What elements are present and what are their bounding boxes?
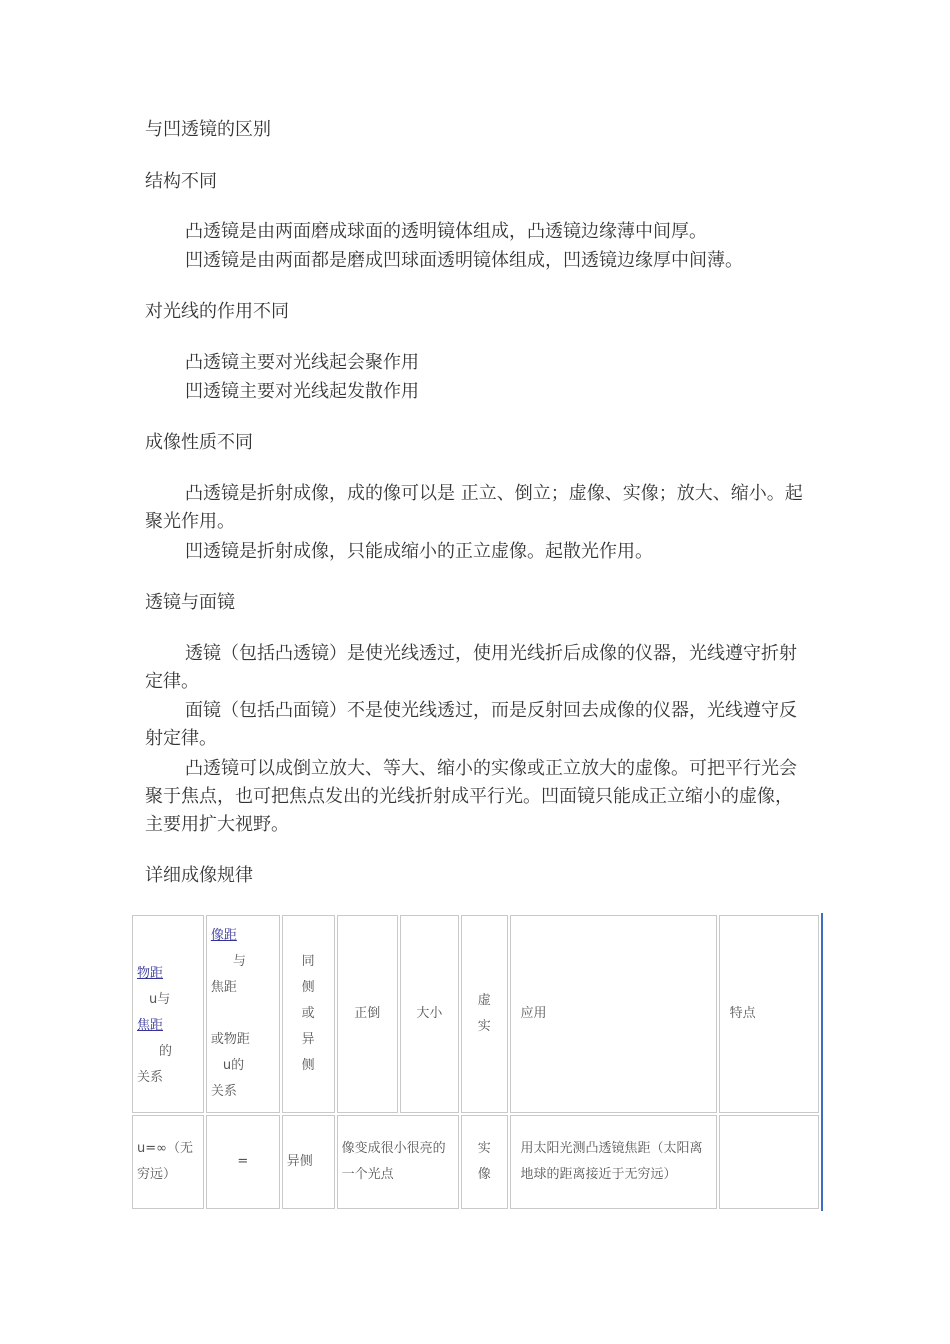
cell-side: 异侧 — [282, 1115, 335, 1209]
header-text: 与 — [232, 954, 246, 969]
section-title-structure: 结构不同 — [145, 171, 217, 192]
cell-text: 实 — [477, 1141, 491, 1156]
section-title-difference: 与凹透镜的区别 — [145, 119, 271, 140]
header-text: 关系 — [137, 1070, 164, 1085]
header-same-or-opposite-side — [282, 915, 335, 1113]
header-text: 同 — [301, 954, 315, 969]
header-real-or-virtual — [461, 915, 507, 1113]
imaging-rules-table — [130, 913, 823, 1211]
section-title-imaging: 成像性质不同 — [145, 432, 253, 453]
section-title-rules: 详细成像规律 — [145, 865, 253, 886]
paragraph: 凸透镜是由两面磨成球面的透明镜体组成，凸透镜边缘薄中间厚。 — [185, 221, 707, 242]
header-text: 关系 — [210, 1084, 237, 1099]
header-text: u的 — [222, 1058, 245, 1073]
header-text: u与 — [149, 992, 171, 1007]
paragraph: 凹透镜是由两面都是磨成凹球面透明镜体组成，凹透镜边缘厚中间薄。 — [185, 250, 743, 271]
paragraph: 凸透镜是折射成像，成的像可以是 正立、倒立；虚像、实像；放大、缩小。起聚光作用。 — [145, 483, 803, 532]
header-text: 异 — [301, 1032, 315, 1047]
cell-object-distance: u=∞（无穷远） — [132, 1115, 204, 1209]
focal-length-link[interactable]: 焦距 — [137, 1018, 164, 1033]
image-distance-link[interactable]: 像距 — [210, 928, 237, 943]
paragraph: 凸透镜主要对光线起会聚作用 — [185, 352, 419, 373]
header-text: 实 — [477, 1019, 491, 1034]
paragraph: 凹透镜是折射成像，只能成缩小的正立虚像。起散光作用。 — [185, 541, 653, 562]
paragraph: 面镜（包括凸面镜）不是使光线透过，而是反射回去成像的仪器，光线遵守反射定律。 — [145, 700, 797, 749]
section-title-lens-mirror: 透镜与面镜 — [145, 592, 235, 613]
table-row — [132, 1115, 819, 1209]
header-text: 侧 — [301, 1058, 315, 1073]
table-header-row — [132, 915, 819, 1113]
object-distance-link[interactable]: 物距 — [137, 966, 164, 981]
header-text: 或物距 — [210, 1032, 250, 1047]
paragraph: 凹透镜主要对光线起发散作用 — [185, 381, 419, 402]
header-text: 焦距 — [210, 980, 237, 995]
header-text: 虚 — [477, 993, 491, 1008]
header-object-distance — [132, 915, 204, 1113]
paragraph: 凸透镜可以成倒立放大、等大、缩小的实像或正立放大的虚像。可把平行光会聚于焦点，也可把焦点发出的光线折射成平行光。凹面镜只能成正立缩小的虚像，主要用扩大视野。 — [145, 758, 797, 835]
cell-application: 用太阳光测凸透镜焦距（太阳离地球的距离接近于无穷远） — [510, 1115, 717, 1209]
header-image-distance — [206, 915, 280, 1113]
header-features: 特点 — [719, 915, 819, 1113]
header-size: 大小 — [400, 915, 459, 1113]
header-orientation: 正倒 — [337, 915, 398, 1113]
header-text: 或 — [301, 1006, 315, 1021]
paragraph: 透镜（包括凸透镜）是使光线透过，使用光线折后成像的仪器，光线遵守折射定律。 — [145, 643, 797, 692]
cell-features — [719, 1115, 819, 1209]
header-application: 应用 — [510, 915, 717, 1113]
header-text: 侧 — [301, 980, 315, 995]
cell-text: 像 — [477, 1167, 491, 1182]
section-title-light-effect: 对光线的作用不同 — [145, 301, 289, 322]
cell-real-or-virtual — [461, 1115, 507, 1209]
cell-image-distance: = — [206, 1115, 280, 1209]
cell-image-description: 像变成很小很亮的一个光点 — [337, 1115, 459, 1209]
header-text: 的 — [159, 1044, 173, 1059]
